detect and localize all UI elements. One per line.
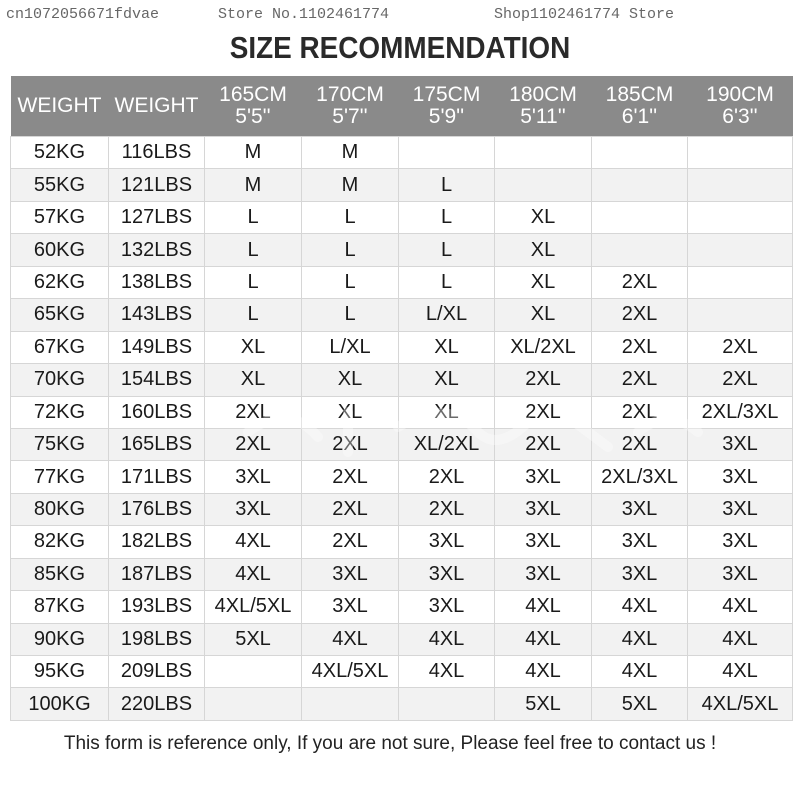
store-number-text: Store No.1102461774	[218, 6, 390, 23]
size-cell	[302, 688, 399, 720]
size-cell: L	[205, 299, 302, 331]
size-cell: 3XL	[688, 526, 793, 558]
size-cell: 2XL	[688, 331, 793, 363]
size-cell: 3XL	[592, 526, 688, 558]
size-cell: 3XL	[399, 558, 495, 590]
weight-cell: 198LBS	[109, 623, 205, 655]
weight-cell: 80KG	[11, 493, 109, 525]
weight-cell: 187LBS	[109, 558, 205, 590]
weight-cell: 85KG	[11, 558, 109, 590]
size-cell: XL	[302, 364, 399, 396]
size-cell: L	[302, 299, 399, 331]
size-cell: XL	[495, 299, 592, 331]
weight-cell: 143LBS	[109, 299, 205, 331]
weight-cell: 70KG	[11, 364, 109, 396]
table-row	[11, 266, 793, 298]
size-cell: 4XL	[495, 656, 592, 688]
size-cell: L	[302, 234, 399, 266]
weight-cell: 72KG	[11, 396, 109, 428]
size-cell: 2XL	[592, 364, 688, 396]
size-cell: 3XL	[399, 591, 495, 623]
weight-cell: 95KG	[11, 656, 109, 688]
size-cell	[592, 137, 688, 169]
size-cell: 4XL	[399, 656, 495, 688]
size-cell: 3XL	[205, 461, 302, 493]
page-title: SIZE RECOMMENDATION	[229, 30, 571, 65]
weight-cell: 82KG	[11, 526, 109, 558]
size-cell	[205, 688, 302, 720]
size-cell: XL/2XL	[399, 428, 495, 460]
size-cell: 4XL	[592, 591, 688, 623]
size-cell	[592, 234, 688, 266]
size-cell	[688, 201, 793, 233]
size-cell: 4XL/5XL	[302, 656, 399, 688]
size-cell: 3XL	[205, 493, 302, 525]
size-cell: 2XL	[205, 428, 302, 460]
size-cell	[399, 688, 495, 720]
size-cell: 5XL	[495, 688, 592, 720]
table-row	[11, 656, 793, 688]
size-cell: XL	[399, 364, 495, 396]
size-cell: 3XL	[688, 558, 793, 590]
size-cell: 2XL	[399, 493, 495, 525]
size-cell: 2XL	[495, 428, 592, 460]
table-row	[11, 299, 793, 331]
size-cell: XL	[495, 266, 592, 298]
size-cell: 4XL	[205, 526, 302, 558]
table-row	[11, 201, 793, 233]
size-cell: M	[205, 137, 302, 169]
size-cell: 4XL	[495, 623, 592, 655]
weight-cell: 182LBS	[109, 526, 205, 558]
size-cell: L/XL	[399, 299, 495, 331]
weight-cell: 75KG	[11, 428, 109, 460]
column-header: 165CM 5'5''	[205, 76, 302, 137]
size-cell: 4XL	[302, 623, 399, 655]
size-cell: 3XL	[688, 493, 793, 525]
weight-cell: 90KG	[11, 623, 109, 655]
size-cell: 2XL	[302, 526, 399, 558]
size-cell: L	[399, 266, 495, 298]
size-cell: 2XL	[302, 493, 399, 525]
size-cell: 2XL	[592, 396, 688, 428]
column-header: 170CM 5'7''	[302, 76, 399, 137]
size-cell: 5XL	[592, 688, 688, 720]
size-cell: 3XL	[592, 558, 688, 590]
weight-cell: 77KG	[11, 461, 109, 493]
size-cell: 4XL	[205, 558, 302, 590]
size-cell: 4XL	[688, 656, 793, 688]
size-cell: 4XL/5XL	[688, 688, 793, 720]
size-cell: XL	[302, 396, 399, 428]
size-cell: 2XL	[592, 428, 688, 460]
weight-cell: 87KG	[11, 591, 109, 623]
weight-cell: 57KG	[11, 201, 109, 233]
size-cell: 3XL	[495, 493, 592, 525]
weight-cell: 138LBS	[109, 266, 205, 298]
size-cell: 3XL	[302, 558, 399, 590]
size-cell: XL	[205, 331, 302, 363]
size-cell: L	[205, 266, 302, 298]
table-row	[11, 331, 793, 363]
weight-cell: 209LBS	[109, 656, 205, 688]
size-cell: L	[302, 266, 399, 298]
size-cell: 2XL	[592, 331, 688, 363]
size-cell: 3XL	[302, 591, 399, 623]
size-cell: 3XL	[495, 461, 592, 493]
size-cell: 2XL	[688, 364, 793, 396]
size-cell: 2XL	[495, 364, 592, 396]
table-row	[11, 493, 793, 525]
weight-cell: 100KG	[11, 688, 109, 720]
table-row	[11, 234, 793, 266]
size-cell: 4XL	[592, 623, 688, 655]
column-header: 180CM 5'11''	[495, 76, 592, 137]
disclaimer-note: This form is reference only, If you are not sure, Please feel free to contact us !	[63, 733, 717, 754]
size-cell: 4XL/5XL	[205, 591, 302, 623]
size-cell: 4XL	[399, 623, 495, 655]
weight-cell: 193LBS	[109, 591, 205, 623]
size-cell: XL	[205, 364, 302, 396]
size-cell: L	[205, 201, 302, 233]
table-row	[11, 137, 793, 169]
size-cell	[592, 169, 688, 201]
weight-cell: 171LBS	[109, 461, 205, 493]
size-cell: 3XL	[495, 526, 592, 558]
size-cell	[688, 299, 793, 331]
weight-cell: 52KG	[11, 137, 109, 169]
store-id-text: cn1072056671fdvae	[6, 6, 160, 23]
size-cell: 2XL	[399, 461, 495, 493]
size-cell: XL/2XL	[495, 331, 592, 363]
size-cell	[495, 137, 592, 169]
weight-cell: 149LBS	[109, 331, 205, 363]
size-cell: L/XL	[302, 331, 399, 363]
size-cell: 3XL	[399, 526, 495, 558]
size-cell: 3XL	[688, 461, 793, 493]
weight-cell: 67KG	[11, 331, 109, 363]
table-header-row	[11, 76, 793, 137]
shop-name-text: Shop1102461774 Store	[494, 6, 675, 23]
weight-cell: 220LBS	[109, 688, 205, 720]
size-cell: 2XL/3XL	[688, 396, 793, 428]
size-cell: 2XL	[495, 396, 592, 428]
size-cell: 2XL	[592, 266, 688, 298]
size-cell: 4XL	[495, 591, 592, 623]
size-cell: M	[302, 169, 399, 201]
size-cell: XL	[399, 331, 495, 363]
weight-cell: 116LBS	[109, 137, 205, 169]
size-cell	[592, 201, 688, 233]
weight-cell: 154LBS	[109, 364, 205, 396]
table-row	[11, 169, 793, 201]
size-cell: L	[399, 169, 495, 201]
weight-cell: 121LBS	[109, 169, 205, 201]
weight-cell: 60KG	[11, 234, 109, 266]
column-header: WEIGHT	[109, 76, 205, 137]
weight-cell: 176LBS	[109, 493, 205, 525]
size-cell: 4XL	[592, 656, 688, 688]
size-cell: 2XL	[592, 299, 688, 331]
size-cell: 2XL/3XL	[592, 461, 688, 493]
column-header: WEIGHT	[11, 76, 109, 137]
size-cell: 3XL	[688, 428, 793, 460]
size-cell: M	[205, 169, 302, 201]
table-row	[11, 461, 793, 493]
table-row	[11, 623, 793, 655]
size-cell: 3XL	[592, 493, 688, 525]
weight-cell: 160LBS	[109, 396, 205, 428]
size-cell	[399, 137, 495, 169]
weight-cell: 165LBS	[109, 428, 205, 460]
size-cell: 2XL	[302, 428, 399, 460]
size-cell: XL	[495, 201, 592, 233]
size-cell: 2XL	[302, 461, 399, 493]
size-cell: 5XL	[205, 623, 302, 655]
size-cell: 4XL	[688, 623, 793, 655]
size-cell	[205, 656, 302, 688]
size-cell	[495, 169, 592, 201]
weight-cell: 132LBS	[109, 234, 205, 266]
size-cell: XL	[495, 234, 592, 266]
column-header: 190CM 6'3''	[688, 76, 793, 137]
weight-cell: 55KG	[11, 169, 109, 201]
weight-cell: 65KG	[11, 299, 109, 331]
size-cell: 2XL	[205, 396, 302, 428]
size-cell	[688, 169, 793, 201]
column-header: 175CM 5'9''	[399, 76, 495, 137]
size-cell: L	[205, 234, 302, 266]
size-cell: L	[302, 201, 399, 233]
table-row	[11, 558, 793, 590]
size-cell: 4XL	[688, 591, 793, 623]
size-cell	[688, 266, 793, 298]
column-header: 185CM 6'1''	[592, 76, 688, 137]
table-row	[11, 526, 793, 558]
size-cell: M	[302, 137, 399, 169]
weight-cell: 127LBS	[109, 201, 205, 233]
size-cell: XL	[399, 396, 495, 428]
size-cell: L	[399, 201, 495, 233]
watermark-logo	[228, 392, 728, 462]
size-cell	[688, 234, 793, 266]
size-cell: L	[399, 234, 495, 266]
size-cell: 3XL	[495, 558, 592, 590]
table-row	[11, 591, 793, 623]
table-row	[11, 688, 793, 720]
size-cell	[688, 137, 793, 169]
weight-cell: 62KG	[11, 266, 109, 298]
